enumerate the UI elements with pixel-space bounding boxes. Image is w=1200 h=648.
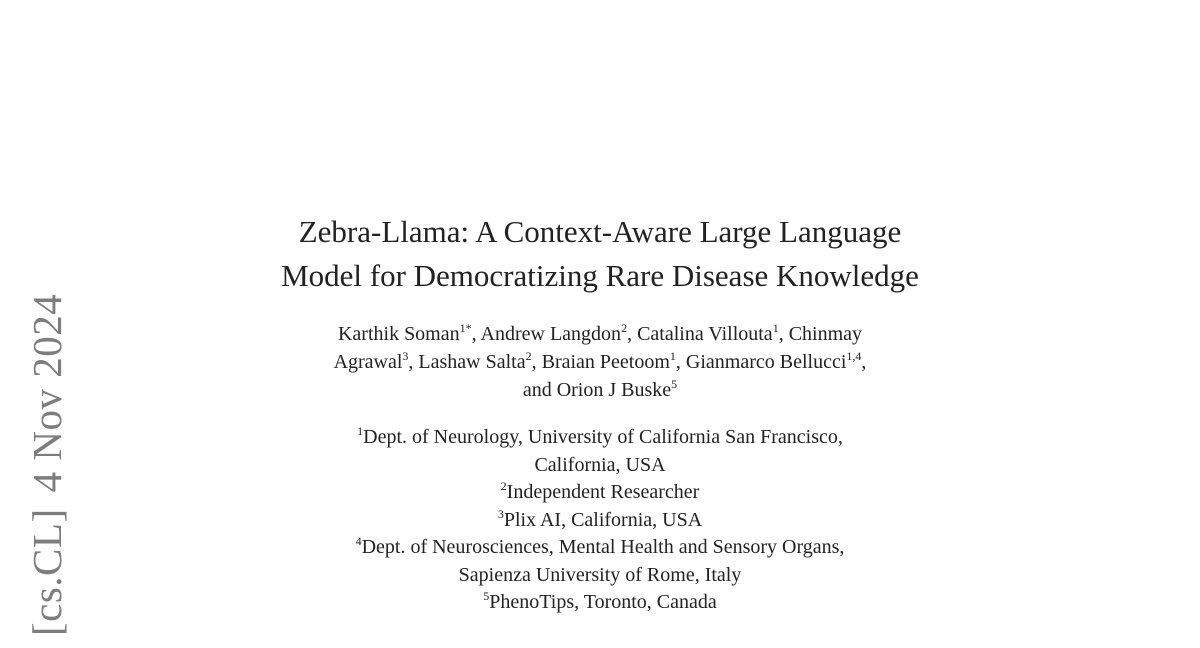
author-affil-marker: 2: [621, 321, 628, 335]
author-name-part: Chinmay: [788, 323, 863, 345]
author-separator: ,: [778, 323, 789, 345]
affiliation-4: [0, 534, 1200, 562]
author-line-2: [0, 348, 1200, 376]
author-list: [0, 320, 1200, 404]
affiliation-list: [0, 424, 1200, 617]
author-affil-marker: 1,4: [846, 349, 862, 363]
affiliation-4-cont: Sapienza University of Rome, Italy: [458, 563, 742, 586]
author-affil-marker: 3: [402, 349, 409, 363]
affiliation-marker: 2: [500, 479, 507, 493]
arxiv-date: 4 Nov 2024: [24, 293, 70, 493]
author-name: and Orion J Buske: [522, 379, 672, 401]
affiliation-5: [0, 589, 1200, 617]
affiliation-text: PhenoTips, Toronto, Canada: [489, 591, 717, 613]
author-line-3: [0, 376, 1200, 404]
author-separator: ,: [531, 351, 542, 373]
paper-title: [0, 210, 1200, 298]
author-affil-marker: 1: [669, 349, 676, 363]
affiliation-3: [0, 507, 1200, 535]
affiliation-text: Independent Researcher: [506, 481, 700, 503]
author-separator: ,: [471, 323, 481, 345]
affiliation-text: Plix AI, California, USA: [503, 508, 703, 531]
author-name-part: Agrawal: [333, 351, 403, 373]
affiliation-marker: 1: [357, 424, 364, 438]
author-affil-marker: 1*: [459, 321, 472, 335]
paper-title-line-1: Zebra-Llama: A Context-Aware Large Language: [298, 214, 902, 249]
author-affil-marker: 1: [772, 321, 779, 335]
author-affil-marker: 2: [525, 349, 532, 363]
author-separator: ,: [408, 351, 419, 373]
affiliation-marker: 3: [497, 506, 504, 521]
affiliation-marker: 5: [483, 589, 490, 603]
affiliation-1-cont: California, USA: [534, 453, 666, 476]
author-line-1: [0, 320, 1200, 348]
author-separator: ,: [861, 351, 867, 373]
affiliation-text: Dept. of Neurosciences, Mental Health and Sensory Organs,: [361, 536, 845, 558]
author-separator: ,: [675, 351, 686, 373]
arxiv-category: [cs.CL]: [24, 508, 70, 636]
author-name: Gianmarco Bellucci: [685, 351, 847, 373]
affiliation-2: [0, 479, 1200, 507]
author-name: Braian Peetoom: [541, 351, 670, 373]
author-separator: ,: [627, 323, 638, 345]
affiliation-text: Dept. of Neurology, University of California San Francisco,: [363, 426, 843, 448]
paper-title-line-2: Model for Democratizing Rare Disease Knowledge: [281, 258, 919, 293]
affiliation-1: [0, 424, 1200, 452]
affiliation-marker: 4: [355, 534, 362, 548]
author-name: Karthik Soman: [337, 323, 460, 345]
author-name: Catalina Villouta: [637, 323, 773, 345]
author-name: Lashaw Salta: [418, 351, 526, 373]
author-affil-marker: 5: [671, 377, 678, 391]
author-name: Andrew Langdon: [480, 323, 622, 345]
